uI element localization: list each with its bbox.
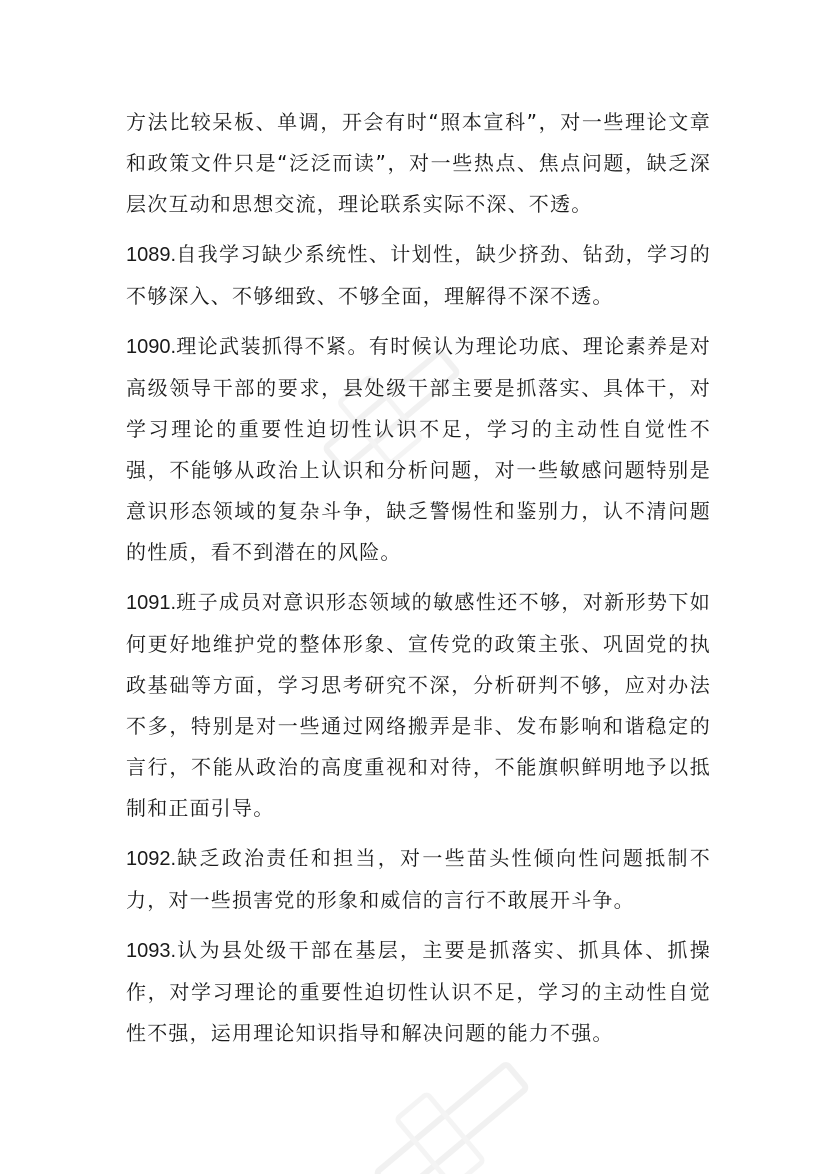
- list-item-1093: [126, 930, 711, 1054]
- item-text: 缺乏政治责任和担当，对一些苗头性倾向性问题抵制不力，对一些损害党的形象和威信的言行不敢展开斗争。: [126, 846, 711, 912]
- watermark-mark-bottom: [376, 1063, 527, 1174]
- list-item-1092: [126, 838, 711, 921]
- item-number: 1089.: [126, 244, 177, 266]
- document-body: [126, 102, 711, 1063]
- item-text: 理论武装抓得不紧。有时候认为理论功底、理论素养是对高级领导干部的要求，县处级干部主要是抓落实、具体干，对学习理论的重要性迫切性认识不足，学习的主动性自觉性不强，不能够从政治上认识和分析问题，对一些敏感问题特别是意识形态领域的复杂斗争，缺乏警惕性和鉴别力，认不清问题的性质，看不到潜在的风险。: [126, 334, 711, 564]
- item-text: 自我学习缺少系统性、计划性，缺少挤劲、钻劲，学习的不够深入、不够细致、不够全面，理解得不深不透。: [126, 242, 711, 308]
- item-text: 认为县处级干部在基层，主要是抓落实、抓具体、抓操作，对学习理论的重要性迫切性认识不足，学习的主动性自觉性不强，运用理论知识指导和解决问题的能力不强。: [126, 938, 711, 1045]
- item-number: 1092.: [126, 848, 177, 870]
- item-number: 1091.: [126, 592, 177, 614]
- intro-paragraph: 方法比较呆板、单调，开会有时“照本宣科”，对一些理论文章和政策文件只是“泛泛而读”，对一些热点、焦点问题，缺乏深层次互动和思想交流，理论联系实际不深、不透。: [126, 110, 711, 216]
- item-number: 1090.: [126, 336, 177, 358]
- list-item-1090: [126, 326, 711, 573]
- watermark-mark-bottom-inner: [396, 1093, 483, 1174]
- item-text: 班子成员对意识形态领域的敏感性还不够，对新形势下如何更好地维护党的整体形象、宣传党的政策主张、巩固党的执政基础等方面，学习思考研究不深，分析研判不够，应对办法不多，特别是对一些通过网络搬弄是非、发布影响和谐稳定的言行，不能从政治的高度重视和对待，不能旗帜鲜明地予以抵制和正面引导。: [126, 590, 711, 820]
- list-item-1089: [126, 234, 711, 317]
- item-number: 1093.: [126, 940, 177, 962]
- list-item-1091: [126, 582, 711, 829]
